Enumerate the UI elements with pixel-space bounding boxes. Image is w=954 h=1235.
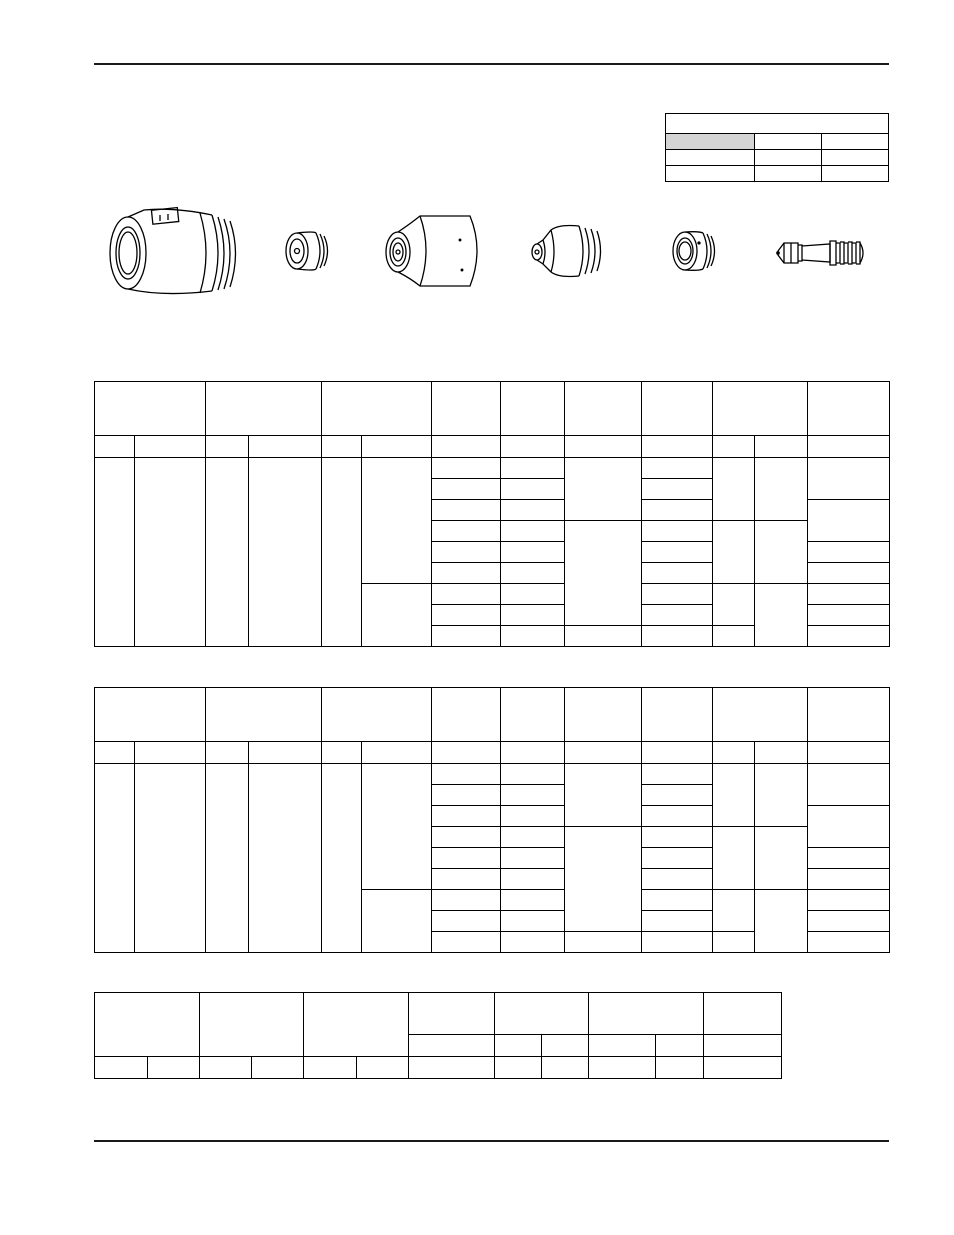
data-cell [808, 605, 890, 626]
data-cell [432, 848, 501, 869]
header-cell [206, 382, 322, 436]
unit-cell [135, 742, 206, 764]
data-cell [713, 890, 755, 932]
data-cell [755, 764, 808, 827]
unit-cell [808, 742, 890, 764]
data-cell [432, 521, 501, 542]
data-cell [713, 827, 755, 890]
data-cell [808, 626, 890, 647]
unit-cell [501, 436, 565, 458]
data-cell [565, 626, 642, 647]
unit-cell [713, 436, 755, 458]
header-cell [432, 688, 501, 742]
data-cell [713, 932, 755, 953]
unit-cell [249, 436, 322, 458]
header-cell [409, 993, 495, 1035]
data-cell [432, 542, 501, 563]
header-cell [589, 993, 704, 1035]
unit-cell [362, 742, 432, 764]
data-cell [95, 764, 135, 953]
data-cell [642, 500, 713, 521]
data-cell [501, 911, 565, 932]
data-cell [432, 584, 501, 605]
electrode-icon [774, 233, 886, 273]
data-cell [808, 806, 890, 848]
data-cell [362, 890, 432, 953]
data-cell [713, 521, 755, 584]
header-cell [200, 993, 304, 1057]
unit-cell [755, 742, 808, 764]
data-cell [642, 563, 713, 584]
data-cell [432, 764, 501, 785]
data-cell [642, 911, 713, 932]
data-cell [642, 827, 713, 848]
data-cell [808, 848, 890, 869]
key-table-cell [822, 166, 889, 182]
unit-cell [542, 1035, 589, 1057]
header-cell [713, 688, 808, 742]
data-cell [642, 605, 713, 626]
data-cell [501, 563, 565, 584]
header-cell [322, 382, 432, 436]
data-cell [501, 932, 565, 953]
data-cell [501, 479, 565, 500]
unit-cell [206, 436, 249, 458]
unit-cell [362, 436, 432, 458]
unit-cell [656, 1035, 704, 1057]
header-cell [95, 688, 206, 742]
data-cell [432, 827, 501, 848]
data-cell [808, 911, 890, 932]
header-cell [206, 688, 322, 742]
data-cell [432, 869, 501, 890]
swirl-ring-icon [669, 227, 719, 275]
data-cell [565, 827, 642, 932]
unit-cell [322, 742, 362, 764]
data-cell [642, 785, 713, 806]
header-cell [713, 382, 808, 436]
data-cell [565, 458, 642, 521]
data-cell [501, 890, 565, 911]
header-cell [642, 382, 713, 436]
data-cell [642, 806, 713, 827]
data-cell [501, 626, 565, 647]
data-cell [95, 1057, 148, 1079]
data-cell [713, 764, 755, 827]
header-rule [94, 63, 889, 65]
data-cell [808, 458, 890, 500]
data-cell [432, 890, 501, 911]
data-cell [542, 1057, 589, 1079]
data-cell [206, 764, 249, 953]
data-cell [808, 764, 890, 806]
data-cell [642, 932, 713, 953]
header-cell [304, 993, 409, 1057]
data-cell [755, 827, 808, 890]
data-cell [148, 1057, 200, 1079]
data-cell [501, 869, 565, 890]
data-cell [501, 521, 565, 542]
key-table-cell [755, 150, 822, 166]
data-cell [200, 1057, 252, 1079]
cut-chart-table-a [94, 381, 890, 647]
header-cell [322, 688, 432, 742]
data-cell [206, 458, 249, 647]
unit-cell [432, 742, 501, 764]
data-cell [135, 764, 206, 953]
data-cell [432, 626, 501, 647]
data-cell [808, 584, 890, 605]
unit-cell [95, 436, 135, 458]
data-cell [432, 479, 501, 500]
unit-cell [322, 436, 362, 458]
data-cell [432, 563, 501, 584]
key-table-cell [755, 166, 822, 182]
data-cell [808, 890, 890, 911]
data-cell [362, 458, 432, 584]
data-cell [95, 458, 135, 647]
data-cell [432, 806, 501, 827]
data-cell [642, 584, 713, 605]
data-cell [501, 827, 565, 848]
key-table-cell [666, 166, 755, 182]
unit-cell [808, 436, 890, 458]
unit-cell [95, 742, 135, 764]
footer-rule [94, 1140, 889, 1142]
data-cell [322, 458, 362, 647]
data-cell [808, 932, 890, 953]
data-cell [501, 542, 565, 563]
data-cell [304, 1057, 357, 1079]
data-cell [755, 890, 808, 953]
unit-cell [206, 742, 249, 764]
summary-table [94, 992, 782, 1079]
data-cell [322, 764, 362, 953]
data-cell [501, 500, 565, 521]
unit-cell [432, 436, 501, 458]
data-cell [808, 563, 890, 584]
header-cell [808, 688, 890, 742]
data-cell [808, 542, 890, 563]
key-table-cell [822, 150, 889, 166]
retaining-cap-icon [380, 210, 490, 290]
data-cell [589, 1057, 656, 1079]
data-cell [249, 764, 322, 953]
data-cell [501, 605, 565, 626]
data-cell [565, 932, 642, 953]
header-cell [642, 688, 713, 742]
data-cell [713, 458, 755, 521]
data-cell [565, 521, 642, 626]
header-cell [495, 993, 589, 1035]
data-cell [755, 458, 808, 521]
unit-cell [589, 1035, 656, 1057]
unit-cell [755, 436, 808, 458]
data-cell [432, 785, 501, 806]
key-table-cell [666, 150, 755, 166]
data-cell [565, 764, 642, 827]
data-cell [642, 869, 713, 890]
key-table [665, 113, 889, 182]
data-cell [432, 458, 501, 479]
data-cell [357, 1057, 409, 1079]
header-cell [432, 382, 501, 436]
data-cell [501, 584, 565, 605]
data-cell [642, 626, 713, 647]
shield-cap-icon [280, 225, 330, 277]
header-cell [565, 382, 642, 436]
unit-cell [501, 742, 565, 764]
data-cell [713, 584, 755, 626]
data-cell [808, 500, 890, 542]
data-cell [495, 1057, 542, 1079]
data-cell [362, 584, 432, 647]
unit-cell [565, 742, 642, 764]
data-cell [656, 1057, 704, 1079]
header-cell [704, 993, 782, 1035]
data-cell [249, 458, 322, 647]
data-cell [642, 458, 713, 479]
data-cell [755, 584, 808, 647]
header-cell [501, 688, 565, 742]
data-cell [713, 626, 755, 647]
data-cell [642, 890, 713, 911]
key-table-cell [822, 134, 889, 150]
data-cell [432, 500, 501, 521]
cut-chart-table-b [94, 687, 890, 953]
unit-cell [135, 436, 206, 458]
unit-cell [713, 742, 755, 764]
data-cell [501, 785, 565, 806]
header-cell [95, 382, 206, 436]
data-cell [501, 848, 565, 869]
data-cell [755, 521, 808, 584]
data-cell [704, 1057, 782, 1079]
data-cell [642, 479, 713, 500]
data-cell [642, 542, 713, 563]
key-table-title [666, 114, 889, 134]
data-cell [501, 458, 565, 479]
data-cell [642, 848, 713, 869]
header-cell [95, 993, 200, 1057]
data-cell [252, 1057, 304, 1079]
unit-cell [409, 1035, 495, 1057]
data-cell [642, 764, 713, 785]
data-cell [642, 521, 713, 542]
key-table-cell [755, 134, 822, 150]
data-cell [432, 911, 501, 932]
header-cell [565, 688, 642, 742]
unit-cell [495, 1035, 542, 1057]
header-cell [808, 382, 890, 436]
unit-cell [704, 1035, 782, 1057]
shield-icon [104, 205, 244, 295]
nozzle-icon [529, 220, 609, 280]
data-cell [432, 605, 501, 626]
unit-cell [249, 742, 322, 764]
unit-cell [642, 742, 713, 764]
unit-cell [642, 436, 713, 458]
data-cell [409, 1057, 495, 1079]
header-cell [501, 382, 565, 436]
data-cell [501, 806, 565, 827]
data-cell [362, 764, 432, 890]
data-cell [135, 458, 206, 647]
unit-cell [565, 436, 642, 458]
data-cell [432, 932, 501, 953]
data-cell [501, 764, 565, 785]
key-table-cell [666, 134, 755, 150]
data-cell [808, 869, 890, 890]
consumable-parts-row [94, 195, 889, 315]
